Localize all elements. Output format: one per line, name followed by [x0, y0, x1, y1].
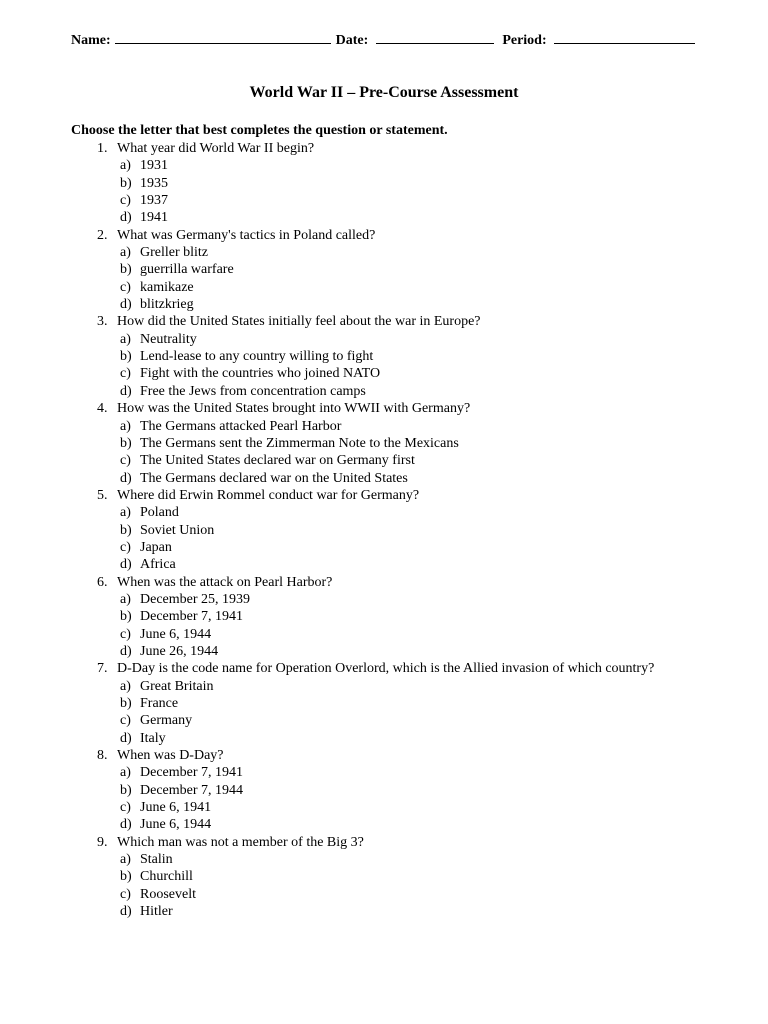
option-letter: b) [120, 522, 132, 538]
answer-option [0, 365, 768, 382]
option-text: guerrilla warfare [140, 262, 234, 278]
option-text: The United States declared war on Germany first [140, 453, 415, 469]
option-letter: b) [120, 175, 132, 191]
option-text: The Germans sent the Zimmerman Note to the Mexicans [140, 435, 459, 451]
answer-option [0, 435, 768, 452]
option-text: 1935 [140, 175, 168, 191]
option-letter: d) [120, 730, 132, 746]
answer-options [0, 678, 768, 747]
answer-options [0, 764, 768, 833]
option-text: December 7, 1941 [140, 609, 244, 625]
answer-option [0, 730, 768, 747]
answer-option [0, 556, 768, 573]
option-letter: a) [120, 158, 131, 174]
option-letter: b) [120, 609, 132, 625]
question-text: When was D-Day? [117, 748, 224, 764]
question-line [0, 140, 768, 157]
question-item [0, 660, 768, 747]
option-text: Lend-lease to any country willing to fight [140, 349, 374, 365]
question-number: 5. [97, 487, 108, 503]
answer-option [0, 886, 768, 903]
answer-options [0, 504, 768, 573]
option-text: Japan [140, 539, 172, 555]
answer-option [0, 296, 768, 313]
question-text: D-Day is the code name for Operation Overlord, which is the Allied invasion of which country? [117, 661, 655, 677]
answer-option [0, 209, 768, 226]
option-text: 1931 [140, 158, 168, 174]
question-line [0, 834, 768, 851]
question-item [0, 400, 768, 487]
option-text: June 6, 1941 [140, 800, 212, 816]
answer-options [0, 418, 768, 487]
question-number: 4. [97, 401, 108, 417]
option-text: The Germans attacked Pearl Harbor [140, 418, 342, 434]
question-item [0, 747, 768, 834]
option-text: blitzkrieg [140, 297, 194, 313]
question-item [0, 487, 768, 574]
answer-option [0, 157, 768, 174]
option-text: December 7, 1944 [140, 782, 244, 798]
answer-option [0, 608, 768, 625]
option-text: December 7, 1941 [140, 765, 244, 781]
answer-option [0, 903, 768, 920]
option-letter: c) [120, 453, 131, 469]
question-line [0, 227, 768, 244]
option-letter: d) [120, 817, 132, 833]
answer-option [0, 470, 768, 487]
option-text: France [140, 696, 179, 711]
answer-option [0, 175, 768, 192]
question-text: When was the attack on Pearl Harbor? [117, 574, 333, 590]
answer-option [0, 643, 768, 660]
option-text: Roosevelt [140, 886, 196, 902]
option-text: Great Britain [140, 678, 214, 694]
answer-options [0, 591, 768, 660]
question-line [0, 660, 768, 677]
question-text: What year did World War II begin? [117, 141, 315, 156]
option-letter: c) [120, 886, 131, 902]
answer-options [0, 244, 768, 313]
answer-option [0, 192, 768, 209]
option-letter: c) [120, 626, 131, 642]
option-text: Italy [140, 730, 166, 746]
answer-option [0, 678, 768, 695]
answer-option [0, 261, 768, 278]
name-label: Name: [71, 33, 111, 48]
option-letter: c) [120, 366, 131, 382]
answer-options [0, 331, 768, 400]
answer-option [0, 626, 768, 643]
option-text: Churchill [140, 869, 193, 885]
answer-option [0, 348, 768, 365]
question-item [0, 834, 768, 921]
option-letter: a) [120, 331, 131, 347]
question-item [0, 140, 768, 227]
answer-option [0, 851, 768, 868]
name-blank-line [115, 31, 331, 44]
answer-option [0, 764, 768, 781]
option-text: The Germans declared war on the United States [140, 470, 408, 486]
question-line [0, 400, 768, 417]
question-item [0, 313, 768, 400]
option-letter: b) [120, 349, 132, 365]
option-letter: b) [120, 262, 132, 278]
option-letter: d) [120, 904, 132, 920]
answer-option [0, 712, 768, 729]
option-text: Greller blitz [140, 245, 209, 261]
page-title: World War II – Pre-Course Assessment [249, 84, 519, 101]
answer-option [0, 418, 768, 435]
option-text: June 6, 1944 [140, 817, 212, 833]
answer-option [0, 383, 768, 400]
option-letter: b) [120, 869, 132, 885]
option-letter: c) [120, 279, 131, 295]
answer-option [0, 695, 768, 712]
answer-option [0, 452, 768, 469]
option-letter: c) [120, 800, 131, 816]
option-letter: a) [120, 505, 131, 521]
date-blank-line [376, 31, 494, 44]
option-text: Fight with the countries who joined NATO [140, 366, 381, 382]
option-text: Hitler [140, 904, 173, 920]
option-letter: b) [120, 435, 132, 451]
option-text: Africa [140, 557, 176, 573]
option-text: Soviet Union [140, 522, 215, 538]
option-letter: c) [120, 539, 131, 555]
option-letter: a) [120, 852, 131, 868]
option-text: December 25, 1939 [140, 591, 251, 607]
answer-option [0, 279, 768, 296]
question-item [0, 574, 768, 661]
question-number: 2. [97, 227, 108, 243]
answer-options [0, 851, 768, 920]
question-number: 3. [97, 314, 108, 330]
question-number: 8. [97, 748, 108, 764]
answer-option [0, 816, 768, 833]
question-number: 7. [97, 661, 108, 677]
option-letter: b) [120, 696, 132, 711]
option-text: Germany [140, 713, 193, 729]
answer-option [0, 591, 768, 608]
answer-option [0, 799, 768, 816]
answer-option [0, 782, 768, 799]
option-letter: a) [120, 678, 131, 694]
option-letter: a) [120, 765, 131, 781]
period-label: Period: [502, 33, 547, 48]
option-text: 1941 [140, 210, 168, 226]
instructions: Choose the letter that best completes the question or statement. [71, 123, 448, 138]
option-text: Free the Jews from concentration camps [140, 383, 366, 399]
option-text: Stalin [140, 852, 173, 868]
answer-option [0, 244, 768, 261]
question-text: What was Germany's tactics in Poland called? [117, 227, 376, 243]
question-line [0, 747, 768, 764]
option-letter: b) [120, 782, 132, 798]
question-line [0, 313, 768, 330]
student-info-header [71, 31, 711, 49]
question-item [0, 227, 768, 314]
option-letter: d) [120, 470, 132, 486]
question-number: 9. [97, 834, 108, 850]
answer-options [0, 157, 768, 226]
question-number: 6. [97, 574, 108, 590]
option-letter: c) [120, 193, 131, 209]
answer-option [0, 868, 768, 885]
option-letter: a) [120, 591, 131, 607]
question-line [0, 487, 768, 504]
option-letter: a) [120, 245, 131, 261]
option-letter: d) [120, 557, 132, 573]
option-text: 1937 [140, 193, 168, 209]
question-text: Where did Erwin Rommel conduct war for Germany? [117, 487, 420, 503]
option-letter: a) [120, 418, 131, 434]
answer-option [0, 504, 768, 521]
question-line [0, 574, 768, 591]
period-blank-line [554, 31, 695, 44]
option-text: June 6, 1944 [140, 626, 212, 642]
option-letter: d) [120, 643, 132, 659]
answer-option [0, 522, 768, 539]
question-number: 1. [97, 141, 108, 156]
option-text: kamikaze [140, 279, 194, 295]
option-letter: d) [120, 383, 132, 399]
question-text: How did the United States initially feel about the war in Europe? [117, 314, 481, 330]
answer-option [0, 539, 768, 556]
question-text: Which man was not a member of the Big 3? [117, 834, 364, 850]
option-letter: c) [120, 713, 131, 729]
option-text: June 26, 1944 [140, 643, 219, 659]
option-letter: d) [120, 297, 132, 313]
date-label: Date: [335, 33, 369, 48]
answer-option [0, 331, 768, 348]
question-text: How was the United States brought into WWII with Germany? [117, 401, 471, 417]
question-list [0, 140, 768, 920]
option-letter: d) [120, 210, 132, 226]
option-text: Neutrality [140, 331, 197, 347]
option-text: Poland [140, 505, 179, 521]
